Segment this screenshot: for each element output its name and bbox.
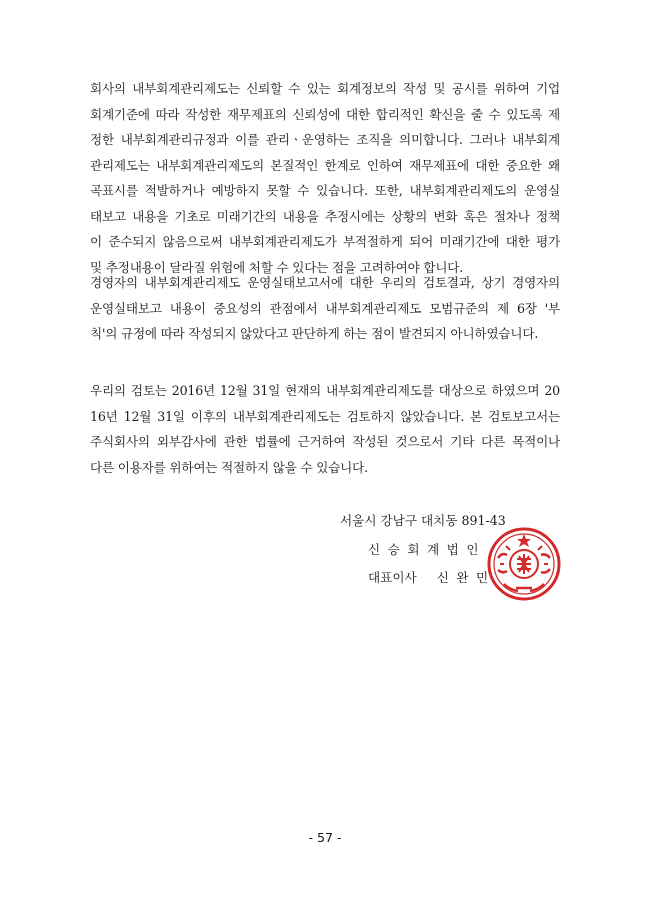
paragraph-line: 16년 12월 31일 이후의 내부회계관리제도는 검토하지 않았습니다. 본 검토보고서는	[90, 408, 560, 424]
paragraph-line: 및 추정내용이 달라질 위험에 처할 수 있다는 점을 고려하여야 합니다.	[90, 259, 464, 275]
representative-line	[368, 567, 496, 586]
firm-name: 신승회계법인	[368, 542, 486, 557]
paragraph-review-scope	[90, 378, 560, 480]
paragraph-line: 우리의 검토는 2016년 12월 31일 현재의 내부회계관리제도를 대상으로 하였으며 20	[90, 383, 560, 398]
representative-title: 대표이사	[368, 570, 417, 585]
paragraph-line: 회계기준에 따라 작성한 재무제표의 신뢰성에 대한 합리적인 확신을 줄 수 있도록 제	[90, 106, 560, 122]
paragraph-line: 정한 내부회계관리규정과 이를 관리ㆍ운영하는 조직을 의미합니다. 그러나 내부회계	[90, 132, 560, 147]
paragraph-line: 주식회사의 외부감사에 관한 법률에 근거하여 작성된 것으로서 기타 다른 목적이나	[90, 434, 560, 449]
paragraph-line: 이 준수되지 않음으로써 내부회계관리제도가 부적절하게 되어 미래기간에 대한 평가	[90, 234, 560, 249]
paragraph-line: 관리제도는 내부회계관리제도의 본질적인 한계로 인하여 재무제표에 대한 중요한 왜	[90, 157, 560, 173]
paragraph-line: 곡표시를 적발하거나 예방하지 못할 수 있습니다. 또한, 내부회계관리제도의 운영실	[90, 183, 560, 198]
firm-address: 서울시 강남구 대치동 891-43	[340, 513, 506, 528]
representative-name: 신완민	[436, 570, 496, 585]
paragraph-review-result	[90, 270, 560, 347]
paragraph-line: 다른 이용자를 위하여는 적절하지 않을 수 있습니다.	[90, 459, 368, 475]
paragraph-line: 회사의 내부회계관리제도는 신뢰할 수 있는 회계정보의 작성 및 공시를 위하여 기업	[90, 81, 560, 96]
paragraph-internal-control-definition	[90, 76, 560, 280]
paragraph-line: 운영실태보고 내용이 중요성의 관점에서 내부회계관리제도 모범규준의 제 6장 '부	[90, 300, 560, 316]
paragraph-line: 태보고 내용을 기초로 미래기간의 내용을 추정시에는 상황의 변화 혹은 절차나 정책	[90, 208, 560, 224]
paragraph-line: 칙'의 규정에 따라 작성되지 않았다고 판단하게 하는 점이 발견되지 아니하였습니다.	[90, 326, 539, 341]
paragraph-line: 경영자의 내부회계관리제도 운영실태보고서에 대한 우리의 검토결과, 상기 경영자의	[90, 275, 560, 290]
official-seal-icon	[486, 526, 562, 602]
page-number: - 57 -	[308, 830, 342, 845]
